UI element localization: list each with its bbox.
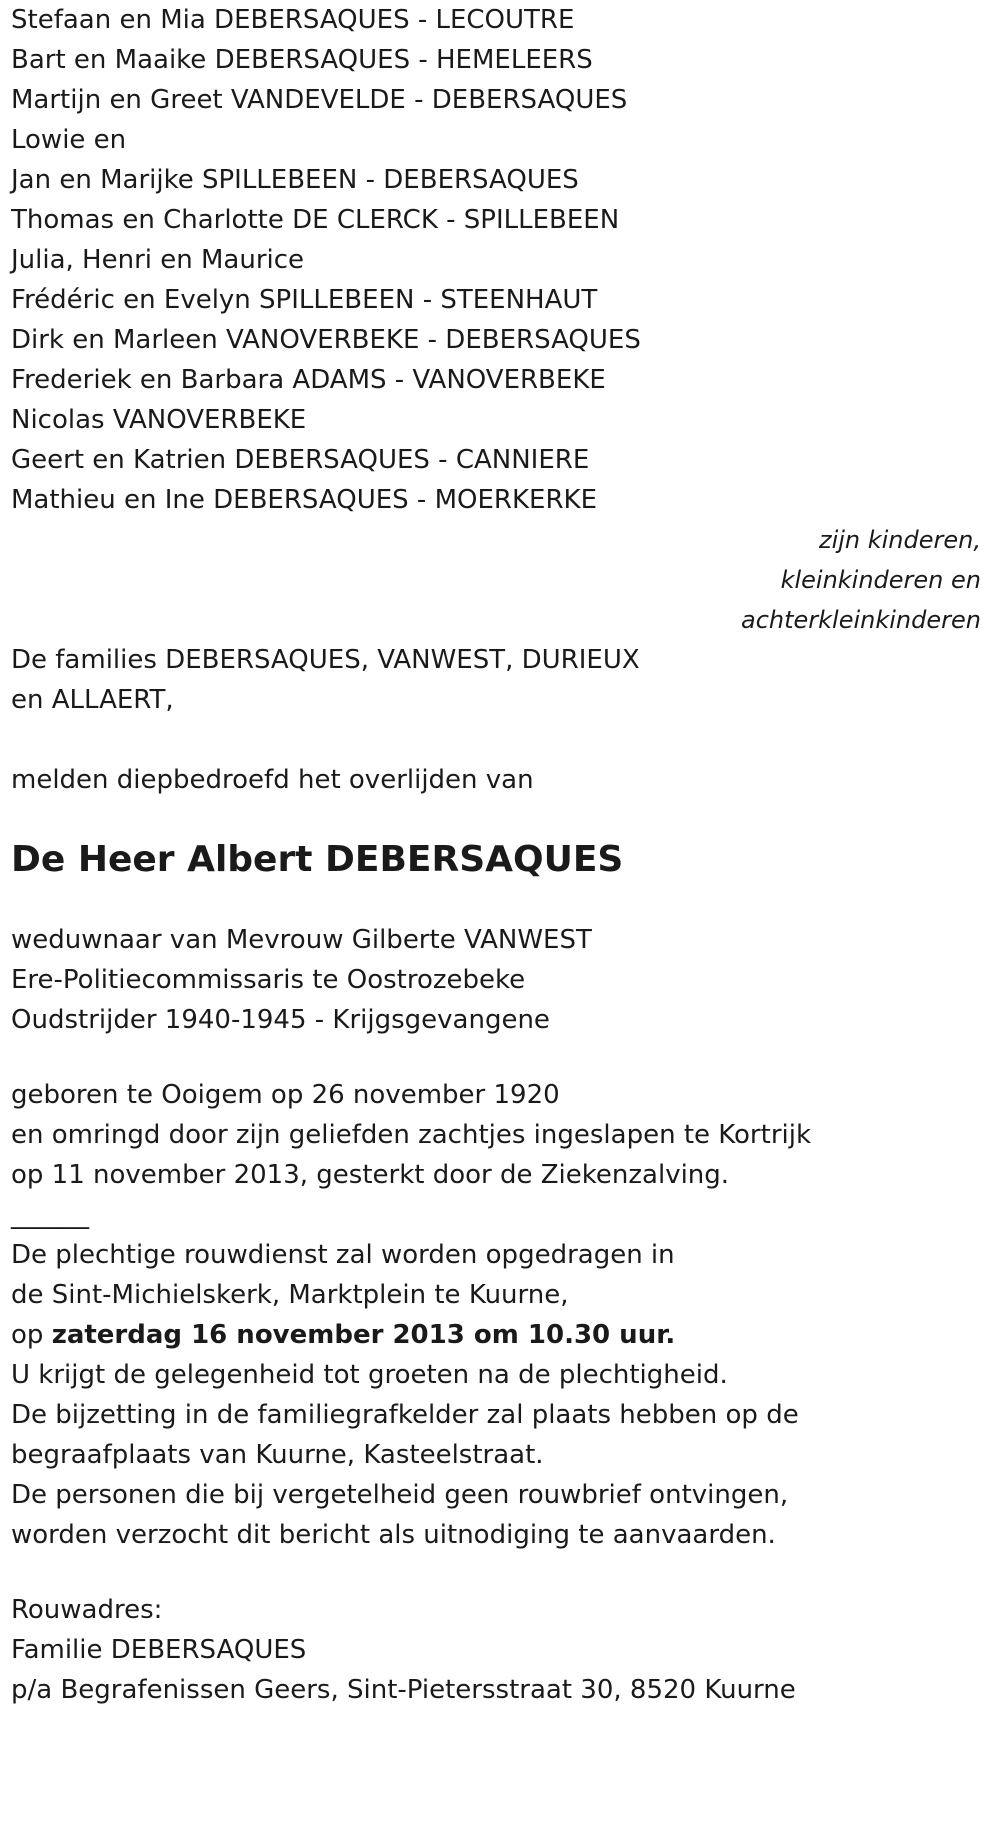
family-line: Bart en Maaike DEBERSAQUES - HEMELEERS: [11, 45, 593, 75]
signoff-line: zijn kinderen,: [818, 526, 981, 554]
mourning-address: [11, 1590, 991, 1710]
service-line: De personen die bij vergetelheid geen rouwbrief ontvingen,: [11, 1480, 789, 1510]
service-line: de Sint-Michielskerk, Marktplein te Kuurne,: [11, 1280, 569, 1310]
signoff-line: kleinkinderen en: [780, 566, 981, 594]
obituary-document: [11, 0, 991, 1710]
announcement: melden diepbedroefd het overlijden van: [11, 765, 534, 795]
death-line: en omringd door zijn geliefden zachtjes ingeslapen te Kortrijk: [11, 1120, 812, 1150]
signoff: [11, 520, 991, 640]
family-line: Frédéric en Evelyn SPILLEBEEN - STEENHAUT: [11, 285, 598, 315]
separator: ______: [11, 1200, 89, 1230]
family-line: Julia, Henri en Maurice: [11, 245, 305, 275]
family-line: Nicolas VANOVERBEKE: [11, 405, 307, 435]
birth-line: geboren te Ooigem op 26 november 1920: [11, 1080, 560, 1110]
service-line: De plechtige rouwdienst zal worden opgedragen in: [11, 1240, 675, 1270]
family-line: Dirk en Marleen VANOVERBEKE - DEBERSAQUES: [11, 325, 641, 355]
families-line: en ALLAERT,: [11, 685, 174, 715]
deceased-name: De Heer Albert DEBERSAQUES: [11, 839, 624, 880]
address-label: Rouwadres:: [11, 1595, 163, 1625]
family-line: Lowie en: [11, 125, 127, 155]
widower-line: weduwnaar van Mevrouw Gilberte VANWEST: [11, 925, 592, 955]
family-list: [11, 0, 991, 520]
family-line: Frederiek en Barbara ADAMS - VANOVERBEKE: [11, 365, 606, 395]
address-street: p/a Begrafenissen Geers, Sint-Pietersstraat 30, 8520 Kuurne: [11, 1675, 796, 1705]
service-date-prefix: op: [11, 1320, 52, 1350]
service-line: De bijzetting in de familiegrafkelder zal plaats hebben op de: [11, 1400, 799, 1430]
title-line: Oudstrijder 1940-1945 - Krijgsgevangene: [11, 1005, 550, 1035]
family-line: Mathieu en Ine DEBERSAQUES - MOERKERKE: [11, 485, 597, 515]
service-date-line: [11, 1315, 991, 1355]
service-info: [11, 1235, 991, 1555]
family-line: Geert en Katrien DEBERSAQUES - CANNIERE: [11, 445, 590, 475]
death-line: op 11 november 2013, gesterkt door de Ziekenzalving.: [11, 1160, 730, 1190]
service-date: zaterdag 16 november 2013 om 10.30 uur.: [51, 1320, 676, 1350]
address-name: Familie DEBERSAQUES: [11, 1635, 307, 1665]
family-line: Thomas en Charlotte DE CLERCK - SPILLEBEEN: [11, 205, 620, 235]
service-line: U krijgt de gelegenheid tot groeten na de plechtigheid.: [11, 1360, 728, 1390]
family-line: Stefaan en Mia DEBERSAQUES - LECOUTRE: [11, 5, 575, 35]
title-line: Ere-Politiecommissaris te Oostrozebeke: [11, 965, 526, 995]
service-line: begraafplaats van Kuurne, Kasteelstraat.: [11, 1440, 544, 1470]
family-line: Martijn en Greet VANDEVELDE - DEBERSAQUES: [11, 85, 628, 115]
families-line: De families DEBERSAQUES, VANWEST, DURIEUX: [11, 645, 640, 675]
family-line: Jan en Marijke SPILLEBEEN - DEBERSAQUES: [11, 165, 579, 195]
signoff-line: achterkleinkinderen: [741, 606, 981, 634]
service-line: worden verzocht dit bericht als uitnodiging te aanvaarden.: [11, 1520, 776, 1550]
